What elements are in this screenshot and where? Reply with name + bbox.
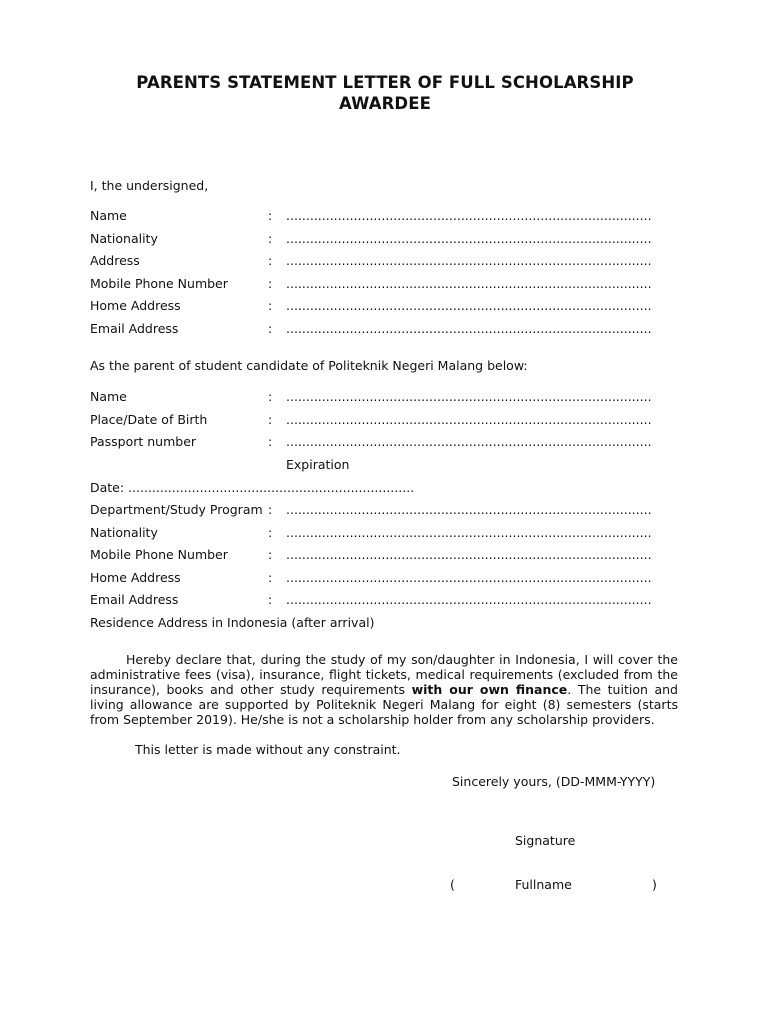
field-row-student-mobile [90, 546, 670, 569]
field-row-parent-email [90, 320, 670, 343]
field-colon: : [268, 230, 273, 246]
field-blank[interactable]: ............................................................................................ [286, 411, 652, 427]
field-label: Passport number [90, 434, 197, 450]
field-row-student-department [90, 501, 670, 524]
field-row-parent-home-address [90, 297, 670, 320]
field-blank[interactable]: ............................................................................................ [286, 320, 652, 336]
declaration-text-1: Hereby declare that, during the study of my son/daughter in Indonesia, I will cover the administrative fees (visa), insurance, flight tickets, medical requirements (excluded from the insurance), books and other study requirements [90, 652, 678, 697]
constraint-line: This letter is made without any constraint. [135, 742, 401, 757]
student-intro-text: As the parent of student candidate of Politeknik Negeri Malang below: [90, 358, 528, 373]
field-label: Mobile Phone Number [90, 547, 228, 563]
field-colon: : [268, 275, 273, 291]
field-label: Name [90, 208, 127, 223]
field-row-student-name [90, 388, 670, 411]
field-label: Address [90, 253, 140, 269]
parent-fields [90, 207, 670, 343]
field-colon: : [268, 524, 273, 540]
field-blank[interactable]: ............................................................................................ [286, 592, 652, 608]
field-colon: : [268, 411, 273, 427]
intro-text: I, the undersigned, [90, 178, 209, 193]
field-label: Name [90, 389, 127, 404]
field-colon: : [268, 208, 273, 223]
field-row-student-birth [90, 411, 670, 434]
field-blank[interactable]: ............................................................................................ [286, 208, 652, 223]
field-row-parent-mobile [90, 275, 670, 298]
field-blank[interactable]: ............................................................................................ [286, 569, 652, 585]
field-row-student-passport [90, 433, 670, 456]
declaration-bold-text: with our own finance [411, 682, 568, 697]
field-blank[interactable]: ............................................................................................ [286, 434, 652, 450]
declaration-text-2: . The tuition and living allowance are supported by Politeknik Negeri Malang for eight (8) semesters (starts from September 2019). He/she is not a scholarship holder from any scholarship providers. [90, 682, 678, 727]
field-blank[interactable]: ............................................................................................ [286, 389, 652, 404]
field-blank[interactable]: ............................................................................................ [286, 275, 652, 291]
student-fields-b [90, 501, 670, 614]
field-colon: : [268, 502, 273, 517]
field-label: Department/Study Program [90, 502, 263, 517]
field-colon: : [268, 434, 273, 450]
field-blank[interactable]: ............................................................................................ [286, 524, 652, 540]
fullname-close-paren: ) [652, 877, 657, 892]
field-blank[interactable]: ............................................................................................ [286, 547, 652, 563]
field-label: Mobile Phone Number [90, 275, 228, 291]
field-row-student-email [90, 591, 670, 614]
declaration-paragraph [90, 652, 678, 727]
field-label: Place/Date of Birth [90, 411, 208, 427]
field-row-student-home-address [90, 569, 670, 592]
residence-line: Residence Address in Indonesia (after arrival) [90, 615, 375, 630]
student-fields-a [90, 388, 670, 456]
fullname-open-paren: ( [450, 877, 455, 892]
field-row-parent-address [90, 252, 670, 275]
field-label: Home Address [90, 298, 181, 314]
date-line[interactable]: Date: ........................................................................ [90, 480, 415, 495]
field-blank[interactable]: ............................................................................................ [286, 298, 652, 314]
signature-label: Signature [515, 833, 576, 848]
field-label: Email Address [90, 592, 179, 608]
field-colon: : [268, 389, 273, 404]
closing-line: Sincerely yours, (DD-MMM-YYYY) [452, 774, 656, 789]
field-colon: : [268, 253, 273, 269]
field-row-parent-name [90, 207, 670, 230]
field-colon: : [268, 592, 273, 608]
field-row-student-nationality [90, 524, 670, 547]
fullname-label: Fullname [515, 877, 572, 892]
letter-title: PARENTS STATEMENT LETTER OF FULL SCHOLARSHIP AWARDEE [136, 73, 634, 113]
field-label: Email Address [90, 320, 179, 336]
field-colon: : [268, 547, 273, 563]
field-blank[interactable]: ............................................................................................ [286, 253, 652, 269]
expiration-label: Expiration [286, 457, 350, 472]
field-blank[interactable]: ............................................................................................ [286, 502, 652, 517]
field-colon: : [268, 569, 273, 585]
field-label: Home Address [90, 569, 181, 585]
field-colon: : [268, 298, 273, 314]
field-colon: : [268, 320, 273, 336]
field-label: Nationality [90, 230, 158, 246]
field-row-parent-nationality [90, 230, 670, 253]
field-blank[interactable]: ............................................................................................ [286, 230, 652, 246]
field-label: Nationality [90, 524, 158, 540]
